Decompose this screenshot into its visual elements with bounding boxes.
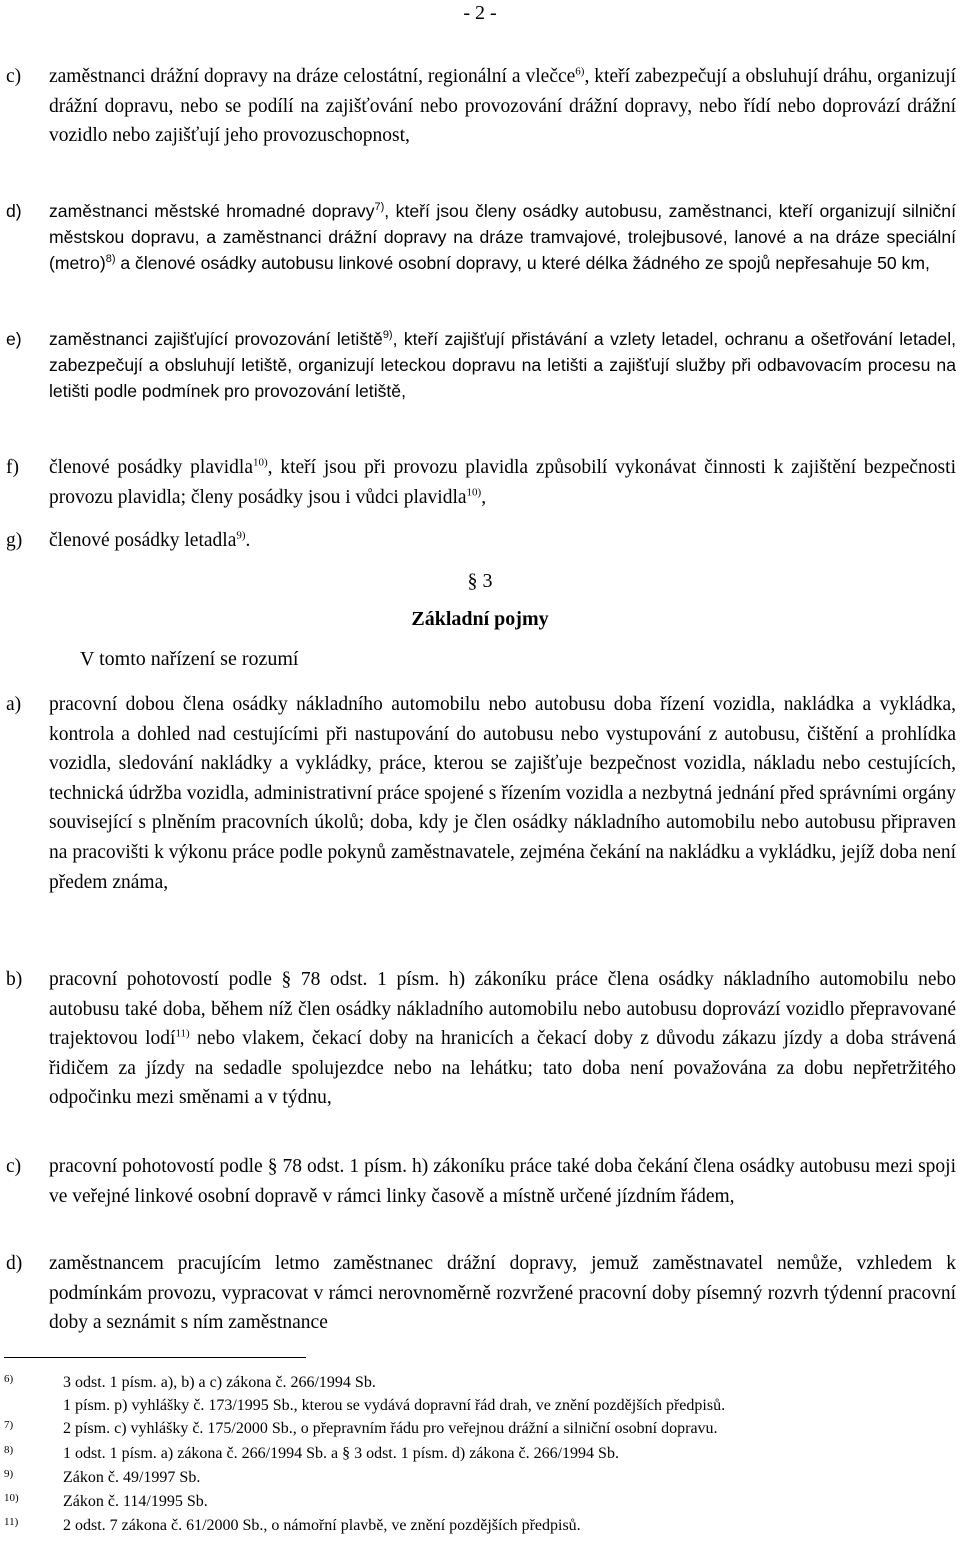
footnote-mark: 8) — [4, 1444, 14, 1456]
list-item-label: f) — [6, 457, 19, 478]
list-item-label: a) — [6, 694, 22, 715]
list-item-text: zaměstnanci zajišťující provozování letiště$^{9)}$, kteří zajišťují přistávání a vzlety letadel, ochranu a ošetřování letadel, zabezpečují a obsluhují letiště, organizují leteckou dopravu na letišti a zajišťují služby při odbavovacím procesu na letišti podle podmínek pro provozování letiště, — [49, 329, 956, 401]
list-item-label: g) — [6, 530, 23, 551]
definition-b — [6, 965, 956, 1113]
footnote-text: 2 odst. 7 zákona č. 61/2000 Sb., o námořní plavbě, ve znění pozdějších předpisů. — [63, 1517, 581, 1534]
footnote-ref[interactable]: 9) — [236, 529, 246, 542]
definition-a — [6, 690, 956, 897]
list-item-label: d) — [6, 201, 22, 221]
footnote-mark: 9) — [4, 1468, 14, 1480]
section-number: § 3 — [467, 570, 493, 592]
footnote-ref[interactable]: 9) — [382, 329, 393, 342]
footnote-ref[interactable]: 8) — [105, 253, 116, 266]
list-item-c — [6, 62, 956, 151]
footnote-text: 2 písm. c) vyhlášky č. 175/2000 Sb., o přepravním řádu pro veřejnou drážní a silniční osobní dopravu. — [63, 1420, 718, 1437]
section-intro: V tomto nařízení se rozumí — [80, 648, 299, 670]
list-item-text: zaměstnanci městské hromadné dopravy$^{7)}$, kteří jsou členy osádky autobusu, zaměstnanci, kteří organizují silniční městskou dopravu, a zaměstnanci drážní dopravy na dráze tramvajové, trolejbusové, lanové a na dráze speciální (metro)$^{8)}$ a členové osádky autobusu linkové osobní dopravy, u které délka žádného ze spojů nepřesahuje 50 km, — [49, 201, 956, 273]
list-item-d — [6, 198, 956, 276]
footnote-ref[interactable]: 11) — [175, 1027, 190, 1040]
list-item-label: d) — [6, 1253, 23, 1274]
footnote-mark: 10) — [4, 1492, 19, 1504]
footnote-text: Zákon č. 49/1997 Sb. — [63, 1469, 201, 1486]
list-item-label: c) — [6, 1156, 22, 1177]
definition-d — [6, 1249, 956, 1338]
list-item-text: pracovní pohotovostí podle § 78 odst. 1 písm. h) zákoníku práce také doba čekání člena osádky autobusu mezi spoji ve veřejné linkové osobní dopravě v rámci linky časově a místně určené jízdním řádem, — [49, 1156, 956, 1207]
list-item-e — [6, 326, 956, 404]
footnote-mark: 7) — [4, 1419, 14, 1431]
list-item-label: c) — [6, 66, 22, 87]
list-item-text: členové posádky plavidla$^{10)}$, kteří jsou při provozu plavidla způsobilí vykonávat činnosti k zajištění bezpečnosti provozu plavidla; členy posádky jsou i vůdci plavidla$^{10)}$, — [49, 456, 956, 508]
footnote-separator — [4, 1357, 306, 1358]
list-item-text: pracovní pohotovostí podle § 78 odst. 1 písm. h) zákoníku práce člena osádky nákladního automobilu nebo autobusu také doba, během níž člen osádky nákladního automobilu nebo autobusu doprovází vozidlo přepravované trajektovou lodí$^{11)}$ nebo vlakem, čekací doby na hranicích a čekací doby z důvodu zákazu jízdy a doba strávená řidičem za jízdy na sedadle spolujezdce nebo na lehátku; tato doba není považována za dobu nepřetržitého odpočinku mezi směnami a v týdnu, — [49, 969, 956, 1109]
footnote-text: 3 odst. 1 písm. a), b) a c) zákona č. 266/1994 Sb. — [63, 1374, 376, 1391]
list-item-text: zaměstnanci drážní dopravy na dráze celostátní, regionální a vlečce$^{6)}$, kteří zabezpečují a obsluhují dráhu, organizují drážní dopravu, nebo se podílí na zajišťování nebo provozování drážní dopravy, nebo řídí nebo doprovází drážní vozidlo nebo zajišťují jeho provozuschopnost, — [49, 65, 956, 147]
list-item-g — [6, 526, 956, 556]
footnote-ref[interactable]: 10) — [253, 456, 268, 469]
list-item-label: b) — [6, 969, 23, 990]
footnote-ref[interactable]: 10) — [466, 486, 482, 499]
footnote-ref[interactable]: 7) — [374, 201, 385, 214]
footnote-mark: 11) — [4, 1516, 19, 1528]
footnote-text: 1 písm. p) vyhlášky č. 173/1995 Sb., kterou se vydává dopravní řád drah, ve znění pozdějších předpisů. — [63, 1397, 726, 1414]
section-title: Základní pojmy — [411, 608, 549, 630]
list-item-text: pracovní dobou člena osádky nákladního automobilu nebo autobusu doba řízení vozidla, nakládka a vykládka, kontrola a dohled nad cestujícími při nastupování do autobusu nebo vystupování z autobusu, čištění a prohlídka vozidla, sledování nakládky a vykládky, práce, kterou se zajišťuje bezpečnost vozidla, nákladu nebo cestujících, technická údržba vozidla, administrativní práce spojené s řízením vozidla a nezbytná jednání před správními orgány související s plněním pracovních úkolů; doba, kdy je člen osádky nákladního automobilu nebo autobusu připraven na pracovišti k výkonu práce podle pokynů zaměstnavatele, zejména čekání na nakládku a vykládku, jejíž doba není předem známa, — [49, 694, 956, 893]
footnote-text: Zákon č. 114/1995 Sb. — [63, 1493, 208, 1510]
definition-c — [6, 1152, 956, 1211]
page-number: - 2 - — [463, 2, 497, 24]
footnote-mark: 6) — [4, 1373, 14, 1385]
list-item-label: e) — [6, 329, 22, 349]
list-item-text: zaměstnancem pracujícím letmo zaměstnanec drážní dopravy, jemuž zaměstnavatel nemůže, vzhledem k podmínkám provozu, vypracovat v rámci nerovnoměrně rozvržené pracovní doby písemný rozvrh týdenní pracovní doby a seznámit s ním zaměstnance — [49, 1253, 956, 1334]
list-item-text: členové posádky letadla$^{9)}$. — [49, 529, 251, 551]
footnote-ref[interactable]: 6) — [575, 65, 585, 78]
list-item-f — [6, 453, 956, 512]
footnote-text: 1 odst. 1 písm. a) zákona č. 266/1994 Sb. a § 3 odst. 1 písm. d) zákona č. 266/1994 Sb. — [63, 1445, 619, 1462]
